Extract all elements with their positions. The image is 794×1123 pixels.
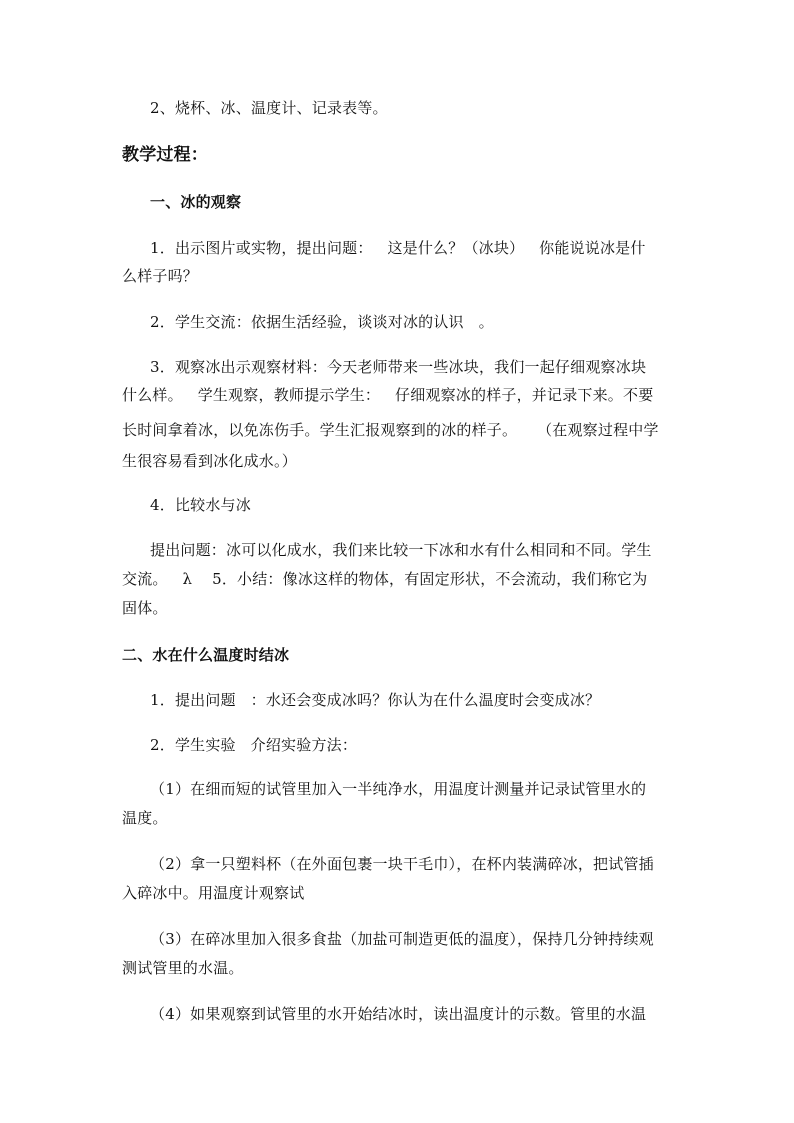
- method3-line2: 测试管里的水温。: [122, 959, 244, 977]
- method4-line1: （4）如果观察到试管里的水开始结冰时，读出温度计的示数。管里的水温: [150, 1005, 647, 1023]
- part1-step3-line3: 长时间拿着冰，以免冻伤手。学生汇报观察到的冰的样子。 （在观察过程中学: [122, 421, 659, 439]
- part1-question-line3: 固体。: [122, 599, 168, 617]
- part1-question-line1: 提出问题：冰可以化成水，我们来比较一下冰和水有什么相同和不同。学生: [150, 541, 652, 559]
- method2-line2: 入碎冰中。用温度计观察试: [122, 884, 305, 902]
- method1-line1: （1）在细而短的试管里加入一半纯净水，用温度计测量并记录试管里水的: [150, 780, 647, 798]
- part1-step2: 2．学生交流：依据生活经验，谈谈对冰的认识 。: [150, 313, 494, 331]
- part1-step4: 4．比较水与冰: [150, 496, 251, 514]
- part2-heading: 二、水在什么温度时结冰: [122, 646, 290, 664]
- method3-line1: （3）在碎冰里加入很多食盐（加盐可制造更低的温度），保持几分钟持续观: [150, 930, 654, 948]
- part1-step1-line2: 么样子吗？: [122, 267, 199, 285]
- part1-step1-line1: 1．出示图片或实物，提出问题： 这是什么？（冰块） 你能说说冰是什: [150, 239, 646, 257]
- section-title: 教学过程：: [122, 145, 208, 165]
- method2-line1: （2）拿一只塑料杯（在外面包裹一块干毛巾），在杯内装满碎冰，把试管插: [150, 855, 654, 873]
- part1-step3-line1: 3．观察冰出示观察材料：今天老师带来一些冰块，我们一起仔细观察冰块: [150, 358, 647, 376]
- part2-step1: 1．提出问题 ：水还会变成冰吗？你认为在什么温度时会变成冰？: [150, 691, 601, 709]
- part1-step3-line2: 什么样。 学生观察，教师提示学生： 仔细观察冰的样子，并记录下来。不要: [122, 386, 654, 404]
- method1-line2: 温度。: [122, 809, 168, 827]
- part2-step2: 2．学生实验 介绍实验方法：: [150, 736, 358, 754]
- part1-heading: 一、冰的观察: [150, 193, 242, 211]
- materials-item-2: 2、烧杯、冰、温度计、记录表等。: [150, 99, 388, 117]
- part1-step3-line4: 生很容易看到冰化成水。）: [122, 452, 297, 470]
- part1-question-line2: 交流。 λ 5．小结：像冰这样的物体，有固定形状，不会流动，我们称它为: [122, 570, 648, 588]
